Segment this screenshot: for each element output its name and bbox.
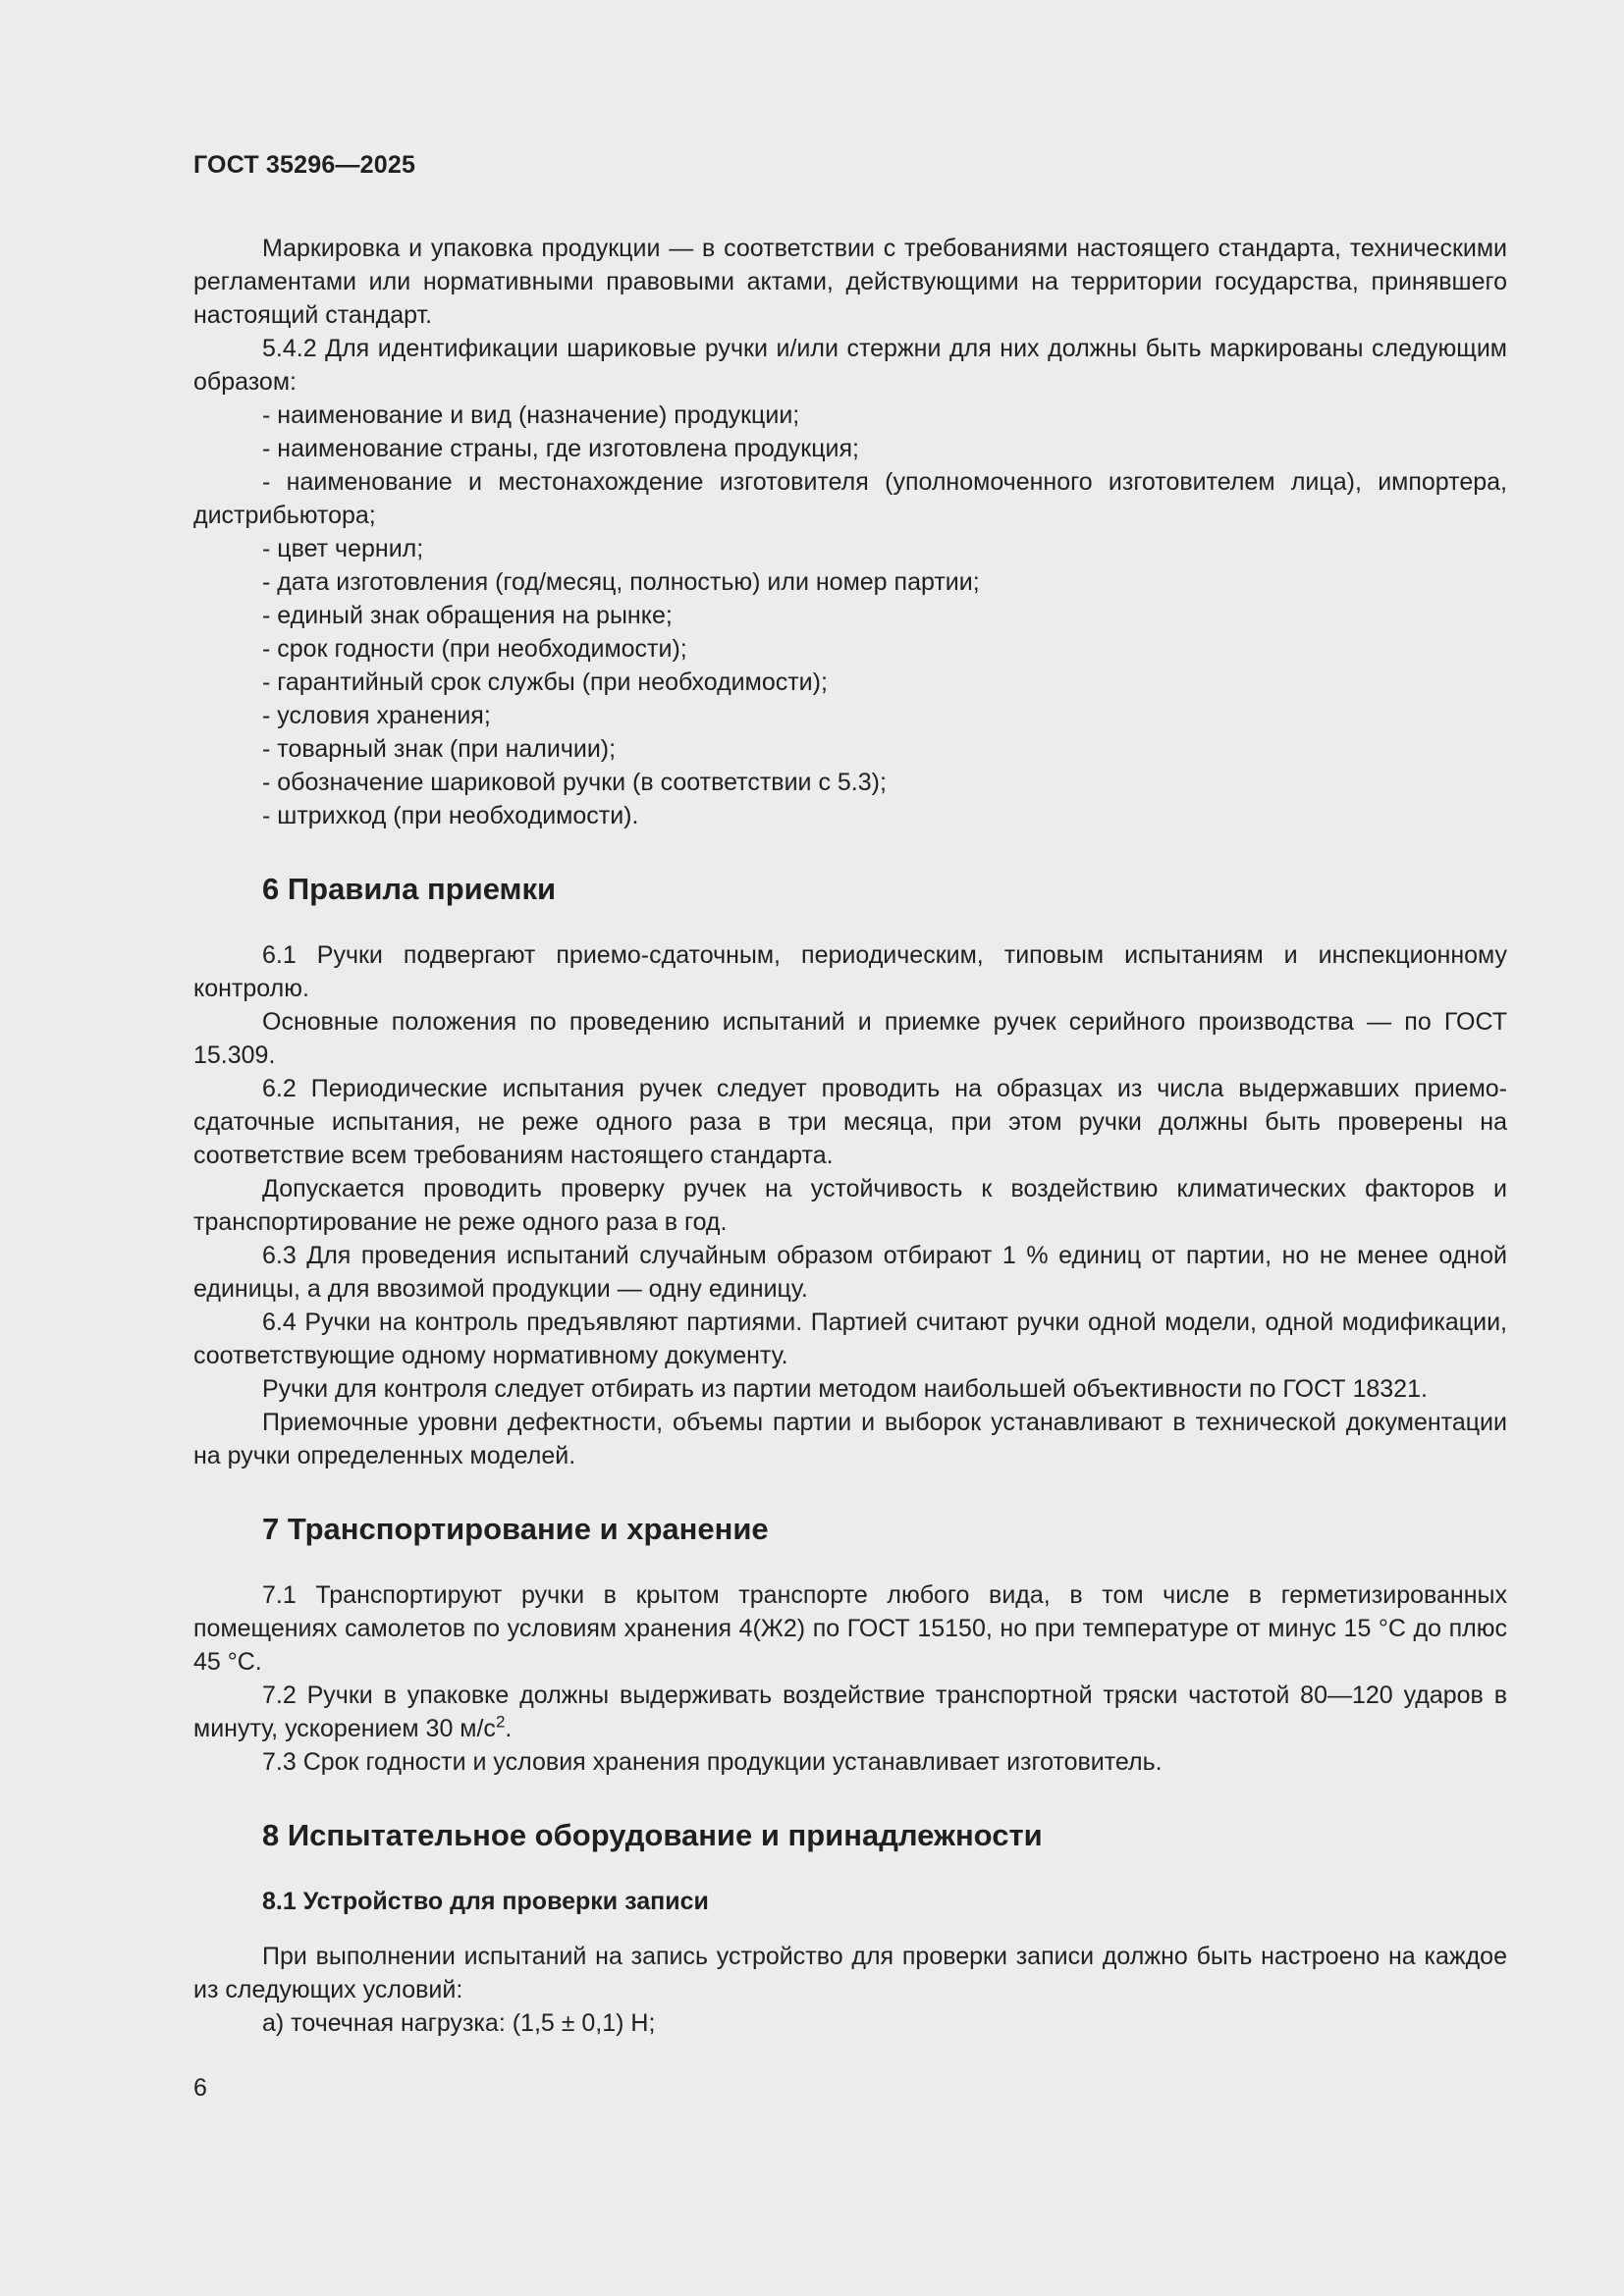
list-item: - товарный знак (при наличии); — [262, 735, 617, 763]
paragraph: Допускается проводить проверку ручек на устойчивость к воздействию климатических факторов и транспортирование не реже одного раза в год. — [193, 1175, 1507, 1236]
section-heading: 7 Транспортирование и хранение — [262, 1512, 769, 1546]
list-item: - дата изготовления (год/месяц, полностью) или номер партии; — [262, 568, 980, 596]
paragraph: Приемочные уровни дефектности, объемы партии и выборок устанавливают в технической документации на ручки определенных моделей. — [193, 1409, 1507, 1469]
paragraph: 6.4 Ручки на контроль предъявляют партиями. Партией считают ручки одной модели, одной модификации, соответствующие одному нормативному документу. — [193, 1308, 1507, 1369]
list-item: - условия хранения; — [262, 702, 491, 729]
list-item: - единый знак обращения на рынке; — [262, 602, 673, 629]
list-item: - наименование и вид (назначение) продукции; — [262, 401, 800, 429]
paragraph: Основные положения по проведению испытаний и приемке ручек серийного производства — по ГОСТ 15.309. — [193, 1008, 1507, 1069]
list-item: - штрихкод (при необходимости). — [262, 802, 639, 829]
section-heading: 8 Испытательное оборудование и принадлежности — [262, 1818, 1043, 1852]
page-number: 6 — [193, 2074, 207, 2102]
paragraph-text: 7.2 Ручки в упаковке должны выдерживать воздействие транспортной тряски частотой 80—120 ударов в минуту, ускорением 30 м/с — [193, 1682, 1507, 1742]
document-page — [193, 147, 1507, 2040]
section-heading: 6 Правила приемки — [262, 872, 557, 906]
paragraph: 6.1 Ручки подвергают приемо-сдаточным, периодическим, типовым испытаниям и инспекционному контролю. — [193, 941, 1507, 1002]
list-item: - наименование и местонахождение изготовителя (уполномоченного изготовителем лица), импортера, дистрибьютора; — [193, 468, 1507, 529]
paragraph — [193, 1679, 1507, 1745]
superscript: 2 — [495, 1712, 506, 1732]
paragraph: 7.1 Транспортируют ручки в крытом транспорте любого вида, в том числе в герметизированных помещениях самолетов по условиям хранения 4(Ж2) по ГОСТ 15150, но при температуре от минус 15 °С до плюс 45 °С. — [193, 1581, 1507, 1676]
list-item: - цвет чернил; — [262, 535, 424, 562]
paragraph: 7.3 Срок годности и условия хранения продукции устанавливает изготовитель. — [262, 1748, 1163, 1776]
paragraph: 6.3 Для проведения испытаний случайным образом отбирают 1 % единиц от партии, но не менее одной единицы, а для ввозимой продукции — одну единицу. — [193, 1242, 1507, 1303]
list-item: - обозначение шариковой ручки (в соответствии с 5.3); — [262, 769, 887, 796]
list-item: - наименование страны, где изготовлена продукция; — [262, 435, 859, 462]
subsection-heading: 8.1 Устройство для проверки записи — [262, 1888, 709, 1915]
paragraph: Ручки для контроля следует отбирать из партии методом наибольшей объективности по ГОСТ 18321. — [262, 1375, 1428, 1403]
paragraph: Маркировка и упаковка продукции — в соответствии с требованиями настоящего стандарта, техническими регламентами или нормативными правовыми актами, действующими на территории государства, принявшего настоящий стандарт. — [193, 235, 1507, 329]
list-item: - гарантийный срок службы (при необходимости); — [262, 668, 828, 696]
paragraph: При выполнении испытаний на запись устройство для проверки записи должно быть настроено на каждое из следующих условий: — [193, 1943, 1507, 2003]
paragraph: 6.2 Периодические испытания ручек следует проводить на образцах из числа выдержавших приемо-сдаточные испытания, не реже одного раза в три месяца, при этом ручки должны быть проверены на соответствие всем требованиям настоящего стандарта. — [193, 1075, 1507, 1169]
list-item: - срок годности (при необходимости); — [262, 635, 687, 663]
paragraph: 5.4.2 Для идентификации шариковые ручки и/или стержни для них должны быть маркированы следующим образом: — [193, 335, 1507, 396]
paragraph-end: . — [505, 1715, 513, 1742]
document-header: ГОСТ 35296—2025 — [193, 151, 416, 179]
list-item: а) точечная нагрузка: (1,5 ± 0,1) Н; — [262, 2009, 656, 2037]
